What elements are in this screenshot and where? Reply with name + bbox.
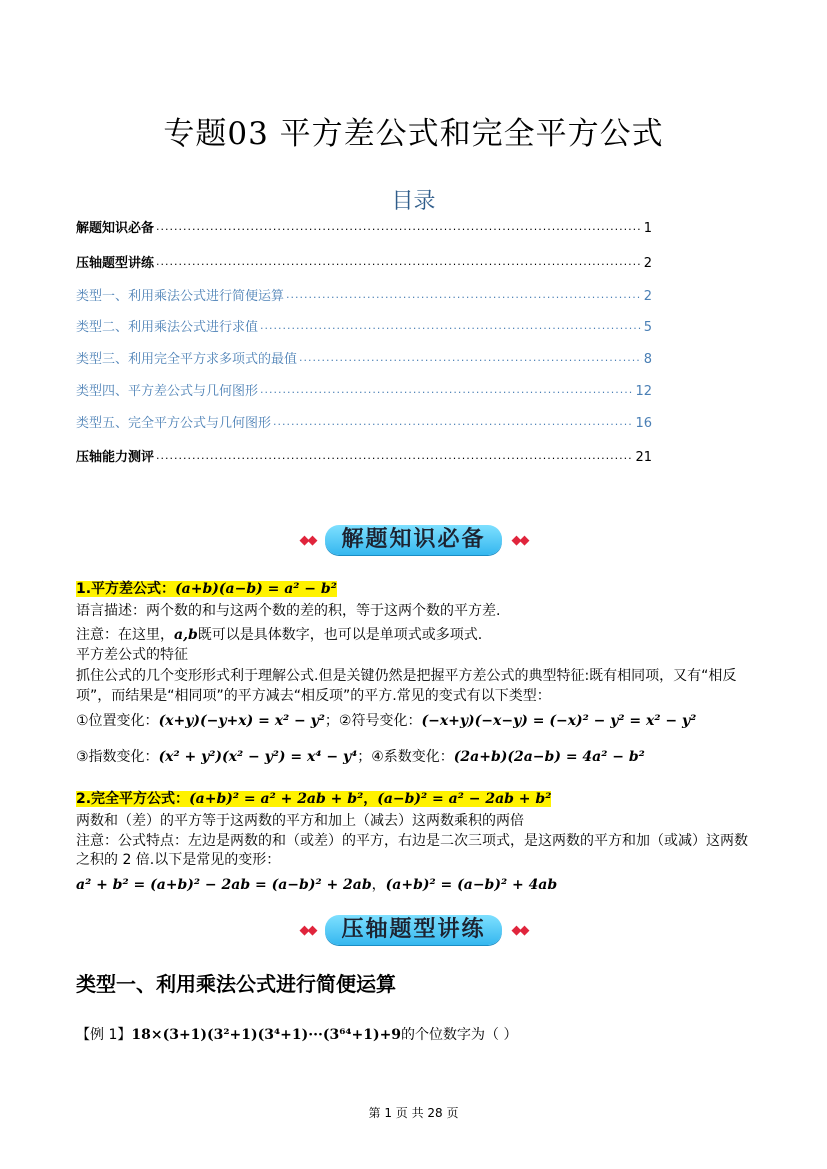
toc-item-page: 8 (643, 352, 652, 367)
toc-item-page: 2 (643, 256, 652, 271)
diff-squares-highlight (76, 581, 337, 597)
toc-item-label: 类型一、利用乘法公式进行简便运算 (76, 289, 285, 304)
toc-item-page: 21 (635, 450, 652, 465)
toc-leader (156, 258, 642, 271)
diamond-right-icon: ◆◆ (511, 532, 528, 548)
perfect-square-highlight (76, 791, 551, 807)
perfect-formula-1: (a+b)² = a² + 2ab + b² (189, 791, 364, 807)
diff-squares-heading-line (76, 580, 756, 599)
page-footer: 第 1 页 共 28 页 (368, 1106, 459, 1120)
toc-item-page: 16 (635, 416, 652, 431)
perfect-heading: 2.完全平方公式： (76, 791, 190, 807)
page-title: 专题03 平方差公式和完全平方公式 (163, 116, 664, 152)
toc-item-type3[interactable] (76, 347, 652, 367)
toc-item-label: 类型四、平方差公式与几何图形 (76, 384, 259, 399)
section-title: 类型一、利用乘法公式进行简便运算 (76, 972, 396, 996)
note-prefix: 注意：在这里， (76, 627, 174, 643)
toc-item-test[interactable] (76, 445, 652, 465)
toc-item-label: 类型五、完全平方公式与几何图形 (76, 416, 272, 431)
variant-4-formula: (2a+b)(2a−b) = 4a² − b² (453, 749, 645, 765)
lang-desc: 语言描述：两个数的和与这两个数的差的积，等于这两个数的平方差. (76, 603, 501, 619)
example-text: 的个位数字为（ ） (401, 1027, 518, 1043)
variant-3-formula: (x² + y²)(x² − y²) = x⁴ − y⁴ (158, 749, 358, 765)
toc-item-practice[interactable] (76, 251, 652, 271)
perfect-variants-line (76, 876, 756, 895)
variant-line-1 (76, 712, 756, 731)
example-formula: 18×(3+1)(3²+1)(3⁴+1)···(3⁶⁴+1)+9 (131, 1027, 402, 1043)
toc-leader (156, 223, 642, 236)
toc-item-type1[interactable] (76, 284, 652, 304)
features-text: 抓住公式的几个变形形式利于理解公式.但是关键仍然是把握平方差公式的典型特征:既有相同项，又有“相反项”，而结果是“相同项”的平方减去“相反项”的平方.常见的变式有以下类型： (76, 668, 737, 704)
perfect-note: 注意：公式特点：左边是两数的和（或差）的平方，右边是二次三项式，是这两数的平方和加（或减）这两数之积的 2 倍.以下是常见的变形： (76, 833, 748, 868)
toc-item-page: 12 (635, 384, 652, 399)
toc-item-type2[interactable] (76, 315, 652, 335)
toc-item-page: 5 (643, 320, 652, 335)
banner-label: 压轴题型讲练 (325, 915, 501, 945)
example-label: 【例 1】 (76, 1027, 132, 1043)
perfect-sep: ， (363, 791, 378, 807)
diamond-left-icon: ◆◆ (299, 922, 316, 938)
toc-item-label: 类型二、利用乘法公式进行求值 (76, 320, 259, 335)
banner-label: 解题知识必备 (325, 525, 501, 555)
toc-leader (299, 354, 642, 367)
variant-2-label: ；②符号变化： (324, 713, 422, 729)
diff-squares-heading: 1.平方差公式： (76, 581, 176, 597)
variant-4-label: ；④系数变化： (357, 749, 454, 765)
perfect-variants-b: (a+b)² = (a−b)² + 4ab (385, 877, 558, 893)
variant-2-formula: (−x+y)(−x−y) = (−x)² − y² = x² − y² (421, 713, 697, 729)
perfect-variants-a: a² + b² = (a+b)² − 2ab = (a−b)² + 2ab (76, 877, 372, 893)
example-1 (76, 1024, 518, 1044)
toc-item-label: 解题知识必备 (76, 221, 155, 236)
note-vars: a,b (174, 627, 198, 643)
diamond-left-icon: ◆◆ (299, 532, 316, 548)
toc-item-knowledge[interactable] (76, 216, 652, 236)
toc-item-page: 1 (643, 221, 652, 236)
variant-line-2 (76, 748, 756, 767)
toc-item-label: 压轴能力测评 (76, 450, 155, 465)
features-heading: 平方差公式的特征 (76, 647, 188, 663)
variant-3-label: ③指数变化： (76, 749, 159, 765)
toc-item-page: 2 (643, 289, 652, 304)
toc-heading: 目录 (391, 189, 436, 214)
toc-leader (273, 418, 633, 431)
perfect-desc: 两数和（差）的平方等于这两数的平方和加上（减去）这两数乘积的两倍 (76, 813, 524, 829)
toc-leader (260, 322, 642, 335)
note-line (76, 626, 756, 645)
note-suffix: 既可以是具体数字，也可以是单项式或多项式. (197, 627, 483, 643)
toc-item-label: 类型三、利用完全平方求多项式的最值 (76, 352, 298, 367)
variant-1-formula: (x+y)(−y+x) = x² − y² (158, 713, 325, 729)
toc-leader (260, 386, 633, 399)
perfect-formula-2: (a−b)² = a² − 2ab + b² (377, 791, 552, 807)
toc-leader (286, 291, 642, 304)
perfect-variants-sep: ， (371, 877, 386, 893)
perfect-square-heading-line (76, 790, 756, 809)
toc-leader (156, 452, 633, 465)
toc-item-type5[interactable] (76, 411, 652, 431)
diamond-right-icon: ◆◆ (511, 922, 528, 938)
banner-knowledge (0, 520, 827, 560)
variant-1-label: ①位置变化： (76, 713, 159, 729)
toc-item-label: 压轴题型讲练 (76, 256, 155, 271)
diff-squares-formula: (a+b)(a−b) = a² − b² (175, 581, 337, 597)
toc-item-type4[interactable] (76, 379, 652, 399)
banner-practice (0, 910, 827, 950)
